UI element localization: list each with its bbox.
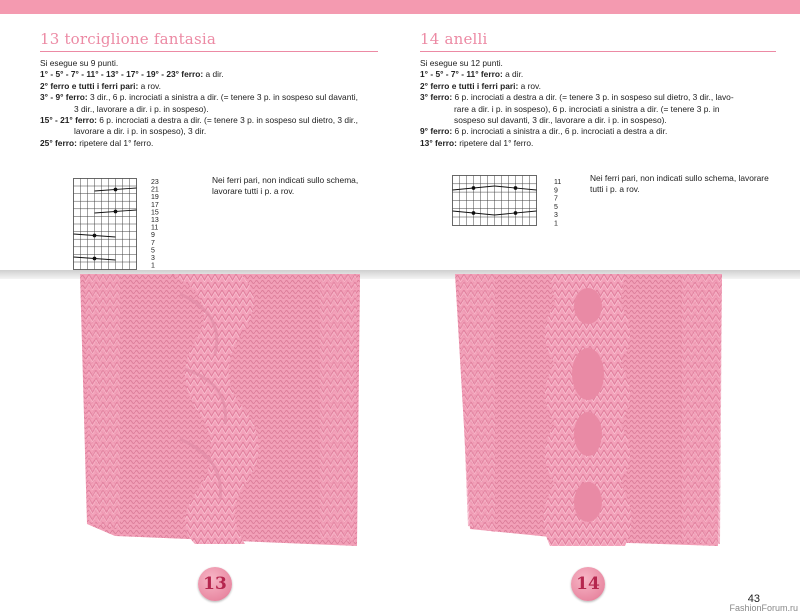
left-page (0, 14, 400, 270)
instruction-line: 9° ferro: 6 p. incrociati a sinistra a dir., 6 p. incrociati a destra a dir. (420, 126, 668, 137)
instruction-line: 1° - 5° - 7° - 11° - 13° - 17° - 19° - 23° ferro: a dir. (40, 69, 224, 80)
stitch-chart (452, 171, 577, 231)
instruction-line: 15° - 21° ferro: 6 p. incrociati a destra a dir. (= tenere 3 p. in sospeso sul dietro, 3 dir., (40, 115, 358, 126)
instructions (40, 58, 380, 149)
svg-text:17: 17 (151, 201, 159, 209)
chart-note: Nei ferri pari, non indicati sullo schema, lavorare tutti i p. a rov. (212, 175, 359, 197)
svg-text:11: 11 (151, 224, 159, 232)
instruction-line: 2° ferro e tutti i ferri pari: a rov. (420, 80, 541, 91)
svg-text:3: 3 (554, 212, 558, 220)
instruction-line: 2° ferro e tutti i ferri pari: a rov. (40, 80, 161, 91)
stitch-chart (73, 174, 173, 274)
right-page (400, 14, 800, 270)
svg-text:1: 1 (554, 220, 558, 228)
instruction-line: lavorare a dir. i p. in sospeso), 3 dir. (74, 126, 207, 137)
svg-text:15: 15 (151, 209, 159, 217)
instruction-line: 25° ferro: ripetere dal 1° ferro. (40, 137, 154, 148)
intro-line: Si esegue su 12 punti. (420, 58, 503, 68)
svg-text:1: 1 (151, 262, 155, 270)
svg-text:21: 21 (151, 186, 159, 194)
watermark: FashionForum.ru (729, 603, 798, 613)
instruction-line: sospeso sul davanti, 3 dir., lavorare a dir. i p. in sospeso). (454, 115, 667, 126)
top-color-bar (0, 0, 800, 14)
instruction-line: 1° - 5° - 7° - 11° ferro: a dir. (420, 69, 524, 80)
instruction-line: rare a dir. i p. in sospeso), 6 p. incrociati a sinistra a dir. (= tenere 3 p. in (454, 103, 720, 114)
pattern-title: 13 torciglione fantasia (40, 30, 216, 48)
instructions (420, 58, 764, 149)
instruction-line: 3° ferro: 6 p. incrociati a destra a dir. (= tenere 3 p. in sospeso sul dietro, 3 dir., lavo- (420, 92, 734, 103)
svg-text:9: 9 (151, 232, 155, 240)
pattern-title: 14 anelli (420, 30, 488, 48)
svg-text:7: 7 (554, 195, 558, 203)
svg-text:5: 5 (151, 247, 155, 255)
page-number: 43 (747, 593, 760, 605)
pattern-number-badge: 14 (571, 567, 605, 601)
intro-line: Si esegue su 9 punti. (40, 58, 119, 68)
svg-text:23: 23 (151, 179, 159, 186)
svg-text:7: 7 (151, 239, 155, 247)
instruction-line: 3 dir., lavorare a dir. i p. in sospeso). (74, 103, 209, 114)
svg-text:11: 11 (554, 179, 562, 186)
svg-text:5: 5 (554, 203, 558, 211)
svg-text:3: 3 (151, 255, 155, 262)
title-divider (40, 51, 378, 52)
title-divider (420, 51, 776, 52)
knit-swatch-photo (75, 274, 365, 546)
chart-note: Nei ferri pari, non indicati sullo schema, lavorare tutti i p. a rov. (590, 173, 769, 195)
knit-swatch-photo (450, 274, 728, 546)
svg-text:9: 9 (554, 187, 558, 195)
svg-text:13: 13 (151, 217, 159, 224)
instruction-line: 13° ferro: ripetere dal 1° ferro. (420, 137, 534, 148)
chart-row-numbers (554, 179, 561, 228)
chart-row-numbers (151, 179, 159, 270)
instruction-line: 3° - 9° ferro: 3 dir., 6 p. incrociati a sinistra a dir. (= tenere 3 p. in sospeso sul davanti, (40, 92, 358, 103)
svg-text:19: 19 (151, 194, 159, 202)
pattern-number-badge: 13 (198, 567, 232, 601)
